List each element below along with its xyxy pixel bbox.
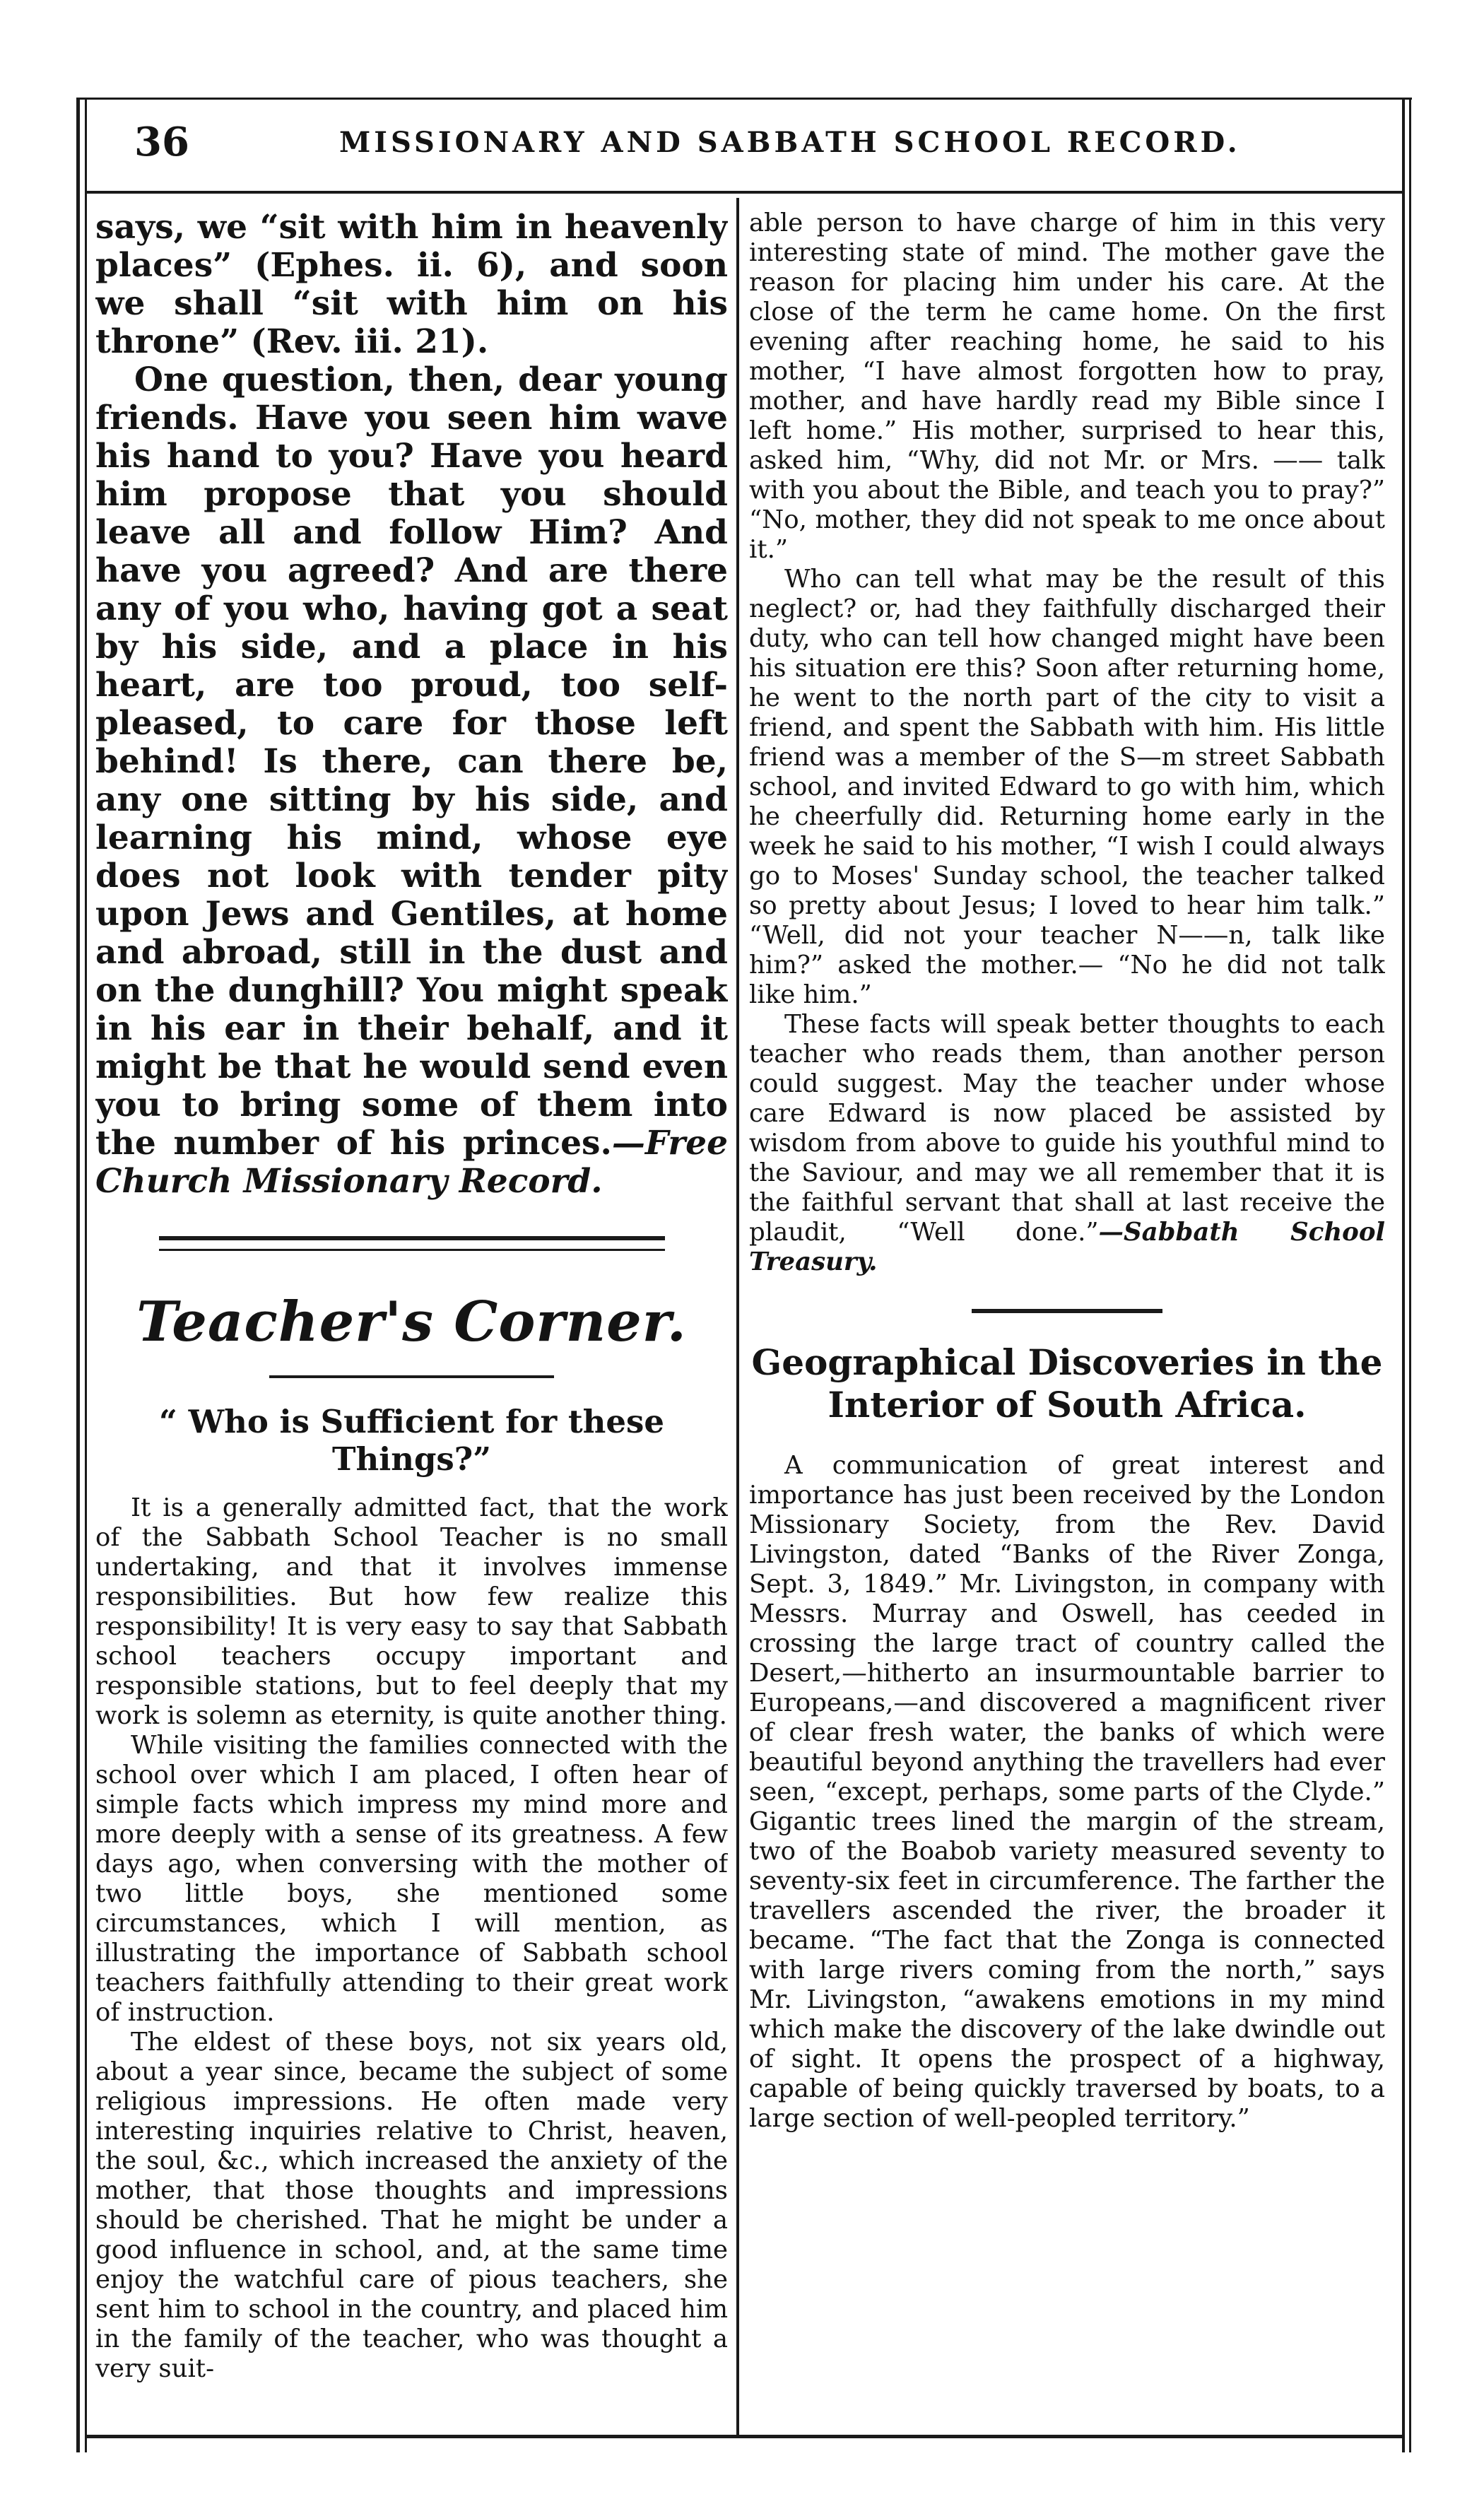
intro-paragraph: says, we “sit with him in heavenly places” (Ephes. ii. 6), and soon we shall “sit with him on his throne” (Rev. iii. 21). bbox=[95, 208, 728, 361]
article-paragraph-continued: able person to have charge of him in this very interesting state of mind. The mother gave the reason for placing him under his care. At the close of the term he came home. On the first evening after reaching home, he said to his mother, “I have almost forgotten how to pray, mother, and have hardly read my Bible since I left home.” His mother, surprised to hear this, asked him, “Why, did not Mr. or Mrs. —— talk with you about the Bible, and teach you to pray?” “No, mother, they did not speak to me once about it.” bbox=[749, 208, 1385, 564]
heading-rule bbox=[269, 1375, 554, 1378]
top-border-rule bbox=[76, 98, 1412, 100]
page-number: 36 bbox=[134, 119, 189, 165]
section-heading: Teacher's Corner. bbox=[136, 1290, 687, 1354]
article-paragraph: While visiting the families connected with the school over which I am placed, I often hear of simple facts which impress my mind more and more deeply with a sense of its greatness. A few days ago, when conversing with the mother of two little boys, she mentioned some circumstances, which I will mention, as illustrating the importance of Sabbath school teachers faithfully attending to their great work of instruction. bbox=[95, 1731, 728, 2027]
section-divider-rule bbox=[159, 1236, 665, 1251]
source-attribution: —Free Church Missionary Record. bbox=[95, 1124, 728, 1201]
column-divider bbox=[736, 198, 739, 2435]
header-underline bbox=[87, 191, 1403, 194]
left-border-rule bbox=[76, 99, 80, 2452]
appeal-paragraph bbox=[95, 361, 728, 1201]
running-title: MISSIONARY AND SABBATH SCHOOL RECORD. bbox=[339, 126, 1241, 159]
article-paragraph: A communication of great interest and importance has just been received by the London Missionary Society, from the Rev. David Livingston, dated “Banks of the River Zonga, Sept. 3, 1849.” Mr. Livingston, in company with Messrs. Murray and Oswell, has ceeded in crossing the large tract of country called the Desert,—hitherto an insurmountable barrier to Europeans,—and discovered a magnificent river of clear fresh water, the banks of which were beautiful beyond anything the travellers had ever seen, “except, perhaps, some parts of the Clyde.” Gigantic trees lined the margin of the stream, two of the Boabob variety measured seventy to seventy-six feet in circumference. The farther the travellers ascended the river, the broader it became. “The fact that the Zonga is connected with large rivers coming from the north,” says Mr. Livingston, “awakens emotions in my mind which make the discovery of the lake dwindle out of sight. It opens the prospect of a highway, capable of being quickly traversed by boats, to a large section of well-peopled territory.” bbox=[749, 1451, 1385, 2133]
article-paragraph: The eldest of these boys, not six years old, about a year since, became the subject of some religious impressions. He often made very interesting inquiries relative to Christ, heaven, the soul, &c., which increased the anxiety of the mother, that those thoughts and impressions should be cherished. That he might be under a good influence in school, and, at the same time enjoy the watchful care of pious teachers, she sent him to school in the country, and placed him in the family of the teacher, who was thought a very suit- bbox=[95, 2028, 728, 2383]
article-paragraph: Who can tell what may be the result of this neglect? or, had they faithfully discharged their duty, who can tell how changed might have been his situation ere this? Soon after returning home, he went to the north part of the city to visit a friend, and spent the Sabbath with him. His little friend was a member of the S—m street Sabbath school, and invited Edward to go with him, which he cheerfully did. Returning home early in the week he said to his mother, “I wish I could always go to Moses' Sunday school, the teacher talked so pretty about Jesus; I loved to hear him talk.” “Well, did not your teacher N——n, talk like him?” asked the mother.— “No he did not talk like him.” bbox=[749, 565, 1385, 1009]
right-border-rule-inner bbox=[1409, 99, 1411, 2452]
article-paragraph: It is a generally admitted fact, that the work of the Sabbath School Teacher is no small undertaking, and that it involves immense responsibilities. But how few realize this responsibility! It is very easy to say that Sabbath school teachers occupy important and responsible stations, but to feel deeply that my work is solemn as eternity, is quite another thing. bbox=[95, 1493, 728, 1730]
right-border-rule bbox=[1402, 99, 1405, 2452]
article-paragraph bbox=[749, 1010, 1385, 1277]
appeal-text: One question, then, dear young friends. Have you seen him wave his hand to you? Have you heard him propose that you should leave all and follow Him? And have you agreed? And are there any of you who, having got a seat by his side, and a place in his heart, are too proud, too self-pleased, to care for those left behind! Is there, can there be, any one sitting by his side, and learning his mind, whose eye does not look with tender pity upon Jews and Gentiles, at home and abroad, still in the dust and on the dunghill? You might speak in his ear in their behalf, and it might be that he would send even you to bring some of them into the number of his princes. bbox=[95, 360, 728, 1163]
article-title: “ Who is Sufficient for these Things?” bbox=[159, 1403, 664, 1478]
source-attribution: —Sabbath School Treasury. bbox=[749, 1218, 1385, 1276]
left-column bbox=[95, 208, 728, 2491]
left-border-rule-inner bbox=[85, 99, 87, 2452]
right-column bbox=[749, 208, 1385, 2491]
section-divider-rule bbox=[972, 1309, 1162, 1313]
article-title: Geographical Discoveries in the Interior of South Africa. bbox=[751, 1341, 1383, 1426]
article-paragraph-text: These facts will speak better thoughts to each teacher who reads them, than another person could suggest. May the teacher under whose care Edward is now placed be assisted by wisdom from above to guide his youthful mind to the Saviour, and may we all remember that it is the faithful servant that shall at last receive the plaudit, “Well done.” bbox=[749, 1010, 1385, 1247]
